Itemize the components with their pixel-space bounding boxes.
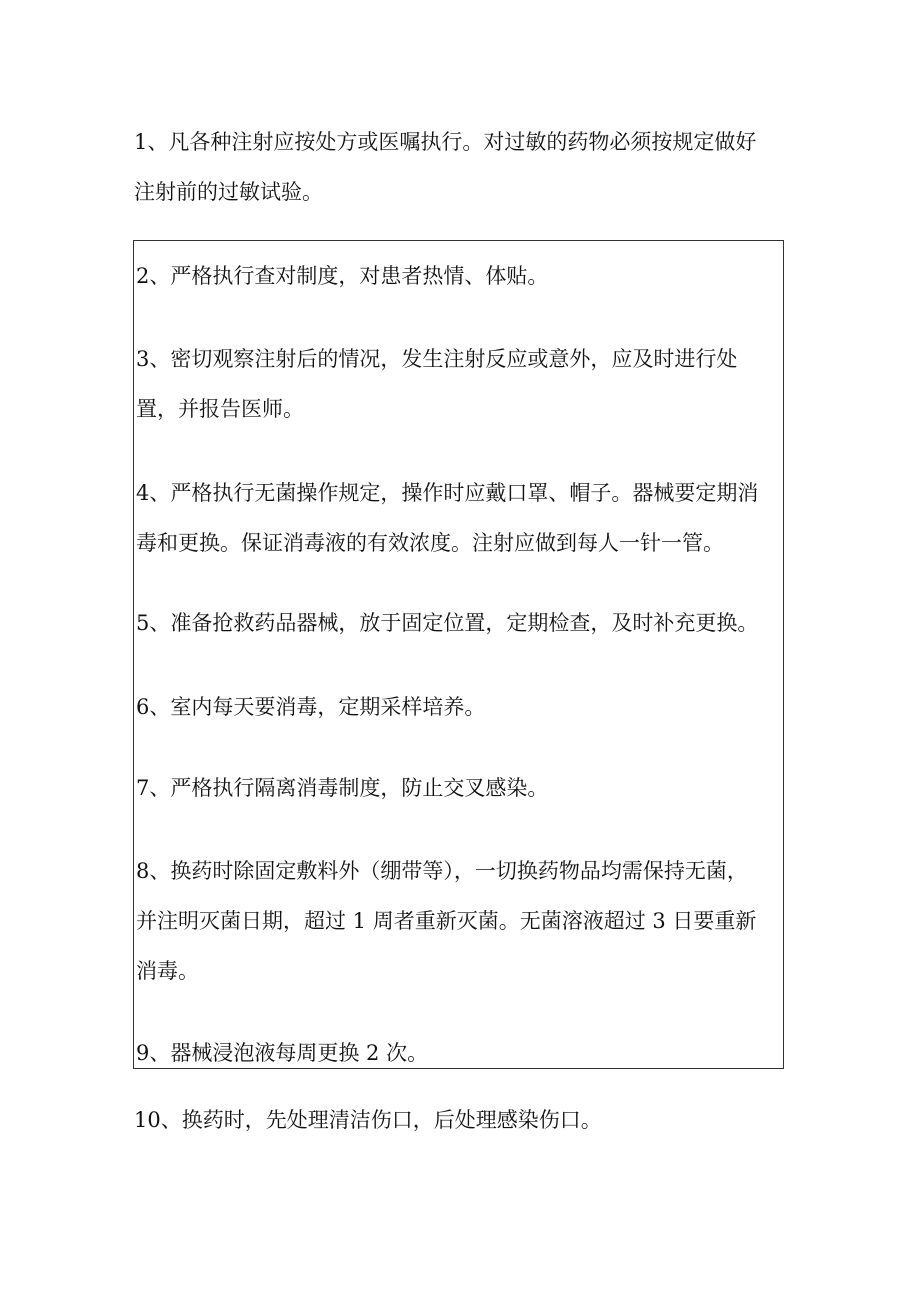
rule-item-4 bbox=[136, 468, 758, 568]
rule-item-1-line-1: 1、凡各种注射应按处方或医嘱执行。对过敏的药物必须按规定做好 bbox=[134, 130, 757, 154]
rule-item-9 bbox=[136, 1028, 428, 1078]
rule-item-6 bbox=[136, 682, 485, 732]
rule-item-1 bbox=[134, 117, 756, 217]
rule-item-4-line-1: 4、严格执行无菌操作规定，操作时应戴口罩、帽子。器械要定期消 bbox=[136, 481, 759, 505]
rule-item-10 bbox=[134, 1095, 602, 1145]
rule-item-1-line-2: 注射前的过敏试验。 bbox=[134, 180, 323, 204]
rule-item-8-line-1: 8、换药时除固定敷料外（绷带等），一切换药物品均需保持无菌， bbox=[136, 859, 748, 883]
rule-item-3-line-2: 置，并报告医师。 bbox=[136, 397, 304, 421]
rule-item-6-line-1: 6、室内每天要消毒，定期采样培养。 bbox=[136, 695, 486, 719]
rule-item-10-line-1: 10、换药时，先处理清洁伤口，后处理感染伤口。 bbox=[134, 1108, 602, 1132]
rule-item-5 bbox=[136, 598, 758, 648]
rule-item-8 bbox=[136, 846, 756, 996]
rule-item-3 bbox=[136, 334, 737, 434]
rule-item-8-line-3: 消毒。 bbox=[136, 959, 199, 983]
rule-item-3-line-1: 3、密切观察注射后的情况，发生注射反应或意外，应及时进行处 bbox=[136, 347, 738, 371]
rule-item-4-line-2: 毒和更换。保证消毒液的有效浓度。注射应做到每人一针一管。 bbox=[136, 531, 724, 555]
rule-item-5-line-1: 5、准备抢救药品器械，放于固定位置，定期检查，及时补充更换。 bbox=[136, 611, 759, 635]
rule-item-2-line-1: 2、严格执行查对制度，对患者热情、体贴。 bbox=[136, 264, 549, 288]
rule-item-8-line-2: 并注明灭菌日期，超过 1 周者重新灭菌。无菌溶液超过 3 日要重新 bbox=[136, 909, 757, 933]
rule-item-7 bbox=[136, 763, 548, 813]
rule-item-7-line-1: 7、严格执行隔离消毒制度，防止交叉感染。 bbox=[136, 776, 549, 800]
rule-item-2 bbox=[136, 251, 548, 301]
bordered-rules-box bbox=[133, 240, 784, 1069]
rule-item-9-line-1: 9、器械浸泡液每周更换 2 次。 bbox=[136, 1041, 429, 1065]
